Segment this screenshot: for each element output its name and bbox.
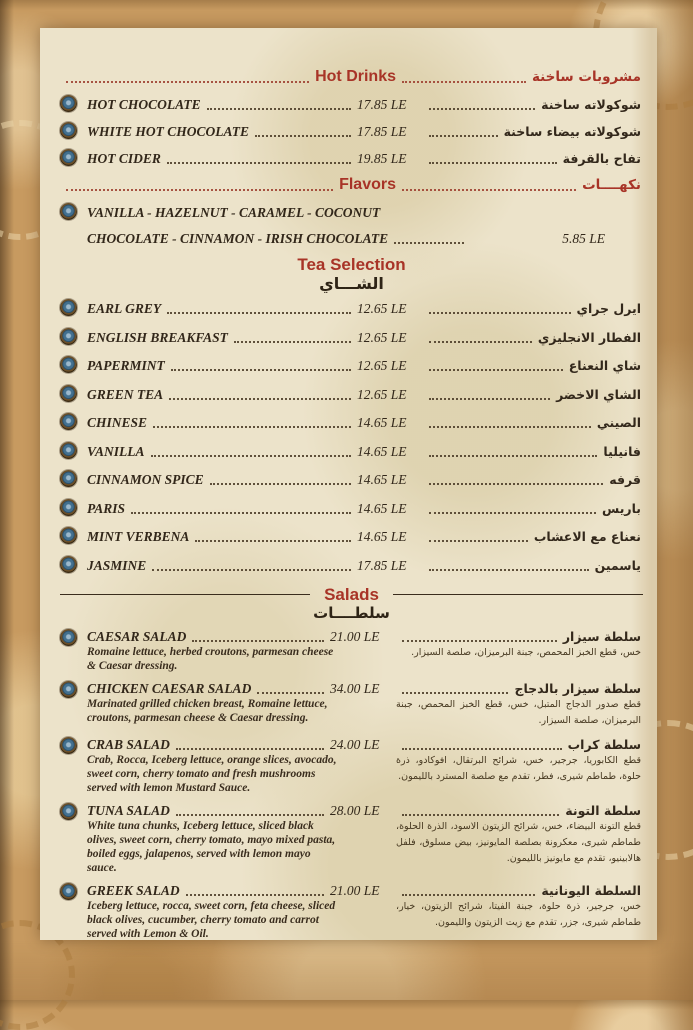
item-name-en: CHICKEN CAESAR SALAD [87, 680, 252, 696]
dotted-leader [234, 341, 351, 343]
flavors-title-en: Flavors [339, 176, 396, 193]
dotted-leader [176, 814, 324, 816]
divider-line [60, 594, 310, 595]
menu-item-row [60, 556, 643, 574]
menu-item-row [60, 149, 643, 167]
dotted-leader [429, 312, 571, 314]
item-name-en: HOT CIDER [87, 151, 161, 166]
dotted-leader [169, 398, 351, 400]
menu-item-row [60, 413, 643, 431]
brand-bullet-icon [60, 737, 77, 754]
brand-bullet-icon [60, 328, 77, 345]
salads-header [60, 586, 643, 604]
dotted-leader [171, 369, 351, 371]
hot-drinks-header [60, 68, 643, 86]
salad-item [60, 628, 643, 673]
brand-bullet-icon [60, 122, 77, 139]
item-price: 12.65 LE [357, 358, 407, 373]
brand-bullet-icon [60, 527, 77, 544]
dotted-leader [429, 108, 535, 110]
dotted-leader [429, 135, 498, 137]
flavors-title-ar: نكهــــات [582, 177, 641, 193]
tea-title-ar: الشـــاي [319, 274, 384, 293]
flavors-header [60, 176, 643, 194]
item-name-en: CHINESE [87, 415, 148, 430]
item-name-en: GREEK SALAD [87, 882, 180, 898]
salad-item [60, 802, 643, 875]
item-name-ar: ياسمين [594, 557, 641, 573]
dotted-leader [207, 108, 351, 110]
menu-item-row [60, 328, 643, 346]
item-name-ar: سلطة سيزار [562, 628, 641, 644]
tea-header [60, 256, 643, 293]
divider-line [393, 594, 643, 595]
item-price: 28.00 LE [330, 802, 380, 818]
item-description-en: Crab, Rocca, Iceberg lettuce, orange slices, avocado, sweet corn, cherry tomato and fresh mushrooms served with lemon Mustard Sauce. [87, 753, 337, 794]
item-name-en: PAPERMINT [87, 358, 165, 373]
dotted-leader [429, 540, 528, 542]
dotted-leader [153, 426, 351, 428]
item-price: 17.85 LE [357, 97, 407, 112]
item-price: 21.00 LE [330, 628, 380, 644]
dotted-leader [131, 512, 351, 514]
section-salads [60, 586, 643, 941]
brand-bullet-icon [60, 883, 77, 900]
salad-item [60, 680, 643, 729]
brand-bullet-icon [60, 681, 77, 698]
dotted-leader [402, 814, 559, 816]
menu-item-row [60, 95, 643, 113]
item-description-en: White tuna chunks, Iceberg lettuce, sliced black olives, sweet corn, cherry tomato, mayo mixed pasta, boiled eggs, jalapenos, served with lemon mayo sauce. [87, 819, 336, 874]
item-name-en: HOT CHOCOLATE [87, 97, 201, 112]
menu-item-row [60, 499, 643, 517]
item-name-ar: تفاح بالقرفة [562, 151, 641, 166]
dotted-leader [192, 640, 324, 642]
item-name-ar: الفطار الانجليزي [537, 329, 641, 345]
brand-bullet-icon [60, 413, 77, 430]
brand-bullet-icon [60, 356, 77, 373]
item-name-ar: سلطة كراب [567, 736, 641, 752]
dotted-leader [429, 512, 596, 514]
brand-bullet-icon [60, 499, 77, 516]
item-name-ar: فانيليا [603, 443, 641, 459]
brand-bullet-icon [60, 556, 77, 573]
item-description-ar: قطع التونة البيضاء، خس، شرائح الزيتون الاسود، الذرة الحلوة، طماطم شيرى، معكرونة بصلصة المايونيز، بيض مسلوق، فلفل هالابينيو، تقدم مع مايونيز بالليمون. [396, 820, 641, 864]
salads-title-en: Salads [324, 584, 379, 604]
dotted-leader [151, 455, 351, 457]
salads-title-ar: سلطــــات [313, 603, 390, 622]
item-name-ar: السلطة اليونانية [541, 882, 641, 898]
item-name-ar: الصيني [596, 415, 641, 430]
dotted-leader [402, 894, 535, 896]
item-name-en: EARL GREY [87, 301, 162, 316]
item-price: 14.65 LE [357, 443, 407, 459]
item-price: 21.00 LE [330, 882, 380, 898]
brand-bullet-icon [60, 803, 77, 820]
dotted-leader [66, 189, 333, 191]
dotted-leader [257, 692, 324, 694]
dotted-leader [429, 426, 591, 428]
item-description-ar: قطع صدور الدجاج المتبل، خس، قطع الخبز المحمص، جبنة البرميزان، صلصة السيزار. [396, 698, 641, 726]
brand-bullet-icon [60, 470, 77, 487]
brand-bullet-icon [60, 299, 77, 316]
brand-bullet-icon [60, 629, 77, 646]
item-price: 17.85 LE [357, 557, 407, 573]
dotted-leader [402, 189, 576, 191]
item-price: 19.85 LE [357, 151, 407, 166]
item-description-en: Iceberg lettuce, rocca, sweet corn, feta cheese, sliced black olives, cucumber, cherry tomato and carrot served with Lemon & Oil. [87, 899, 336, 940]
item-name-en: PARIS [87, 500, 126, 516]
item-name-ar: شاي النعناع [568, 358, 641, 373]
item-name-en: VANILLA [87, 443, 145, 459]
salad-item [60, 736, 643, 795]
dotted-leader [429, 455, 597, 457]
dotted-leader [255, 135, 351, 137]
dotted-leader [186, 894, 324, 896]
item-price: 17.85 LE [357, 124, 407, 139]
salad-item [60, 882, 643, 941]
menu-page [40, 28, 657, 940]
item-name-ar: شوكولاته بيضاء ساخنة [503, 124, 641, 139]
item-price: 14.65 LE [357, 415, 407, 430]
item-price: 12.65 LE [357, 329, 407, 345]
dotted-leader [167, 312, 351, 314]
item-name-en: CINNAMON SPICE [87, 472, 204, 487]
menu-item-row [60, 122, 643, 140]
item-name-ar: نعناع مع الاعشاب [533, 529, 641, 544]
item-name-ar: سلطة التونة [565, 802, 641, 818]
flavors-list-1: VANILLA - HAZELNUT - CARAMEL - COCONUT [87, 205, 381, 220]
hot-drinks-title-en: Hot Drinks [315, 68, 396, 85]
dotted-leader [402, 748, 562, 750]
menu-item-row [60, 442, 643, 460]
item-price: 12.65 LE [357, 301, 407, 316]
dotted-leader [429, 483, 603, 485]
item-name-en: ENGLISH BREAKFAST [87, 329, 228, 345]
dotted-leader [402, 640, 557, 642]
dotted-leader [429, 398, 550, 400]
brand-bullet-icon [60, 95, 77, 112]
item-name-en: CRAB SALAD [87, 736, 170, 752]
dotted-leader [210, 483, 351, 485]
dotted-leader [429, 341, 532, 343]
dotted-leader [167, 162, 351, 164]
item-price: 34.00 LE [330, 680, 380, 696]
menu-item-row [60, 299, 643, 317]
menu-item-row [60, 470, 643, 488]
item-name-ar: شوكولاته ساخنة [541, 97, 641, 112]
menu-item-row [60, 385, 643, 403]
item-name-en: MINT VERBENA [87, 529, 190, 544]
item-description-ar: خس، جرجير، ذرة حلوة، جبنة الفيتا، شرائح الزيتون، خيار، طماطم شيرى، جزر، تقدم مع زيت الزيتون والليمون. [396, 900, 641, 928]
menu-item-row [60, 356, 643, 374]
dotted-leader [402, 81, 526, 83]
item-name-ar: باريس [602, 500, 641, 516]
dotted-leader [402, 692, 508, 694]
item-name-en: JASMINE [87, 557, 147, 573]
dotted-leader [195, 540, 351, 542]
brand-bullet-icon [60, 149, 77, 166]
brand-bullet-icon [60, 442, 77, 459]
item-description-ar: قطع الكابوريا، جرجير، خس، شرائح البرتقال، افوكادو، ذرة حلوة، طماطم شيرى، فطر، تقدم مع صلصة المسترد بالليمون. [396, 754, 641, 782]
dotted-leader [66, 81, 309, 83]
section-tea [60, 256, 643, 574]
tea-title-en: Tea Selection [297, 255, 406, 274]
brand-bullet-icon [60, 203, 77, 220]
item-name-en: TUNA SALAD [87, 802, 170, 818]
item-name-en: CAESAR SALAD [87, 628, 187, 644]
item-name-ar: ايرل جراي [576, 301, 641, 316]
flavors-line-1 [60, 203, 643, 221]
item-name-en: GREEN TEA [87, 386, 164, 402]
dotted-leader [429, 162, 557, 164]
section-hot-drinks [60, 68, 643, 167]
item-description-en: Romaine lettuce, herbed croutons, parmesan cheese & Caesar dressing. [87, 645, 334, 672]
item-price: 14.65 LE [357, 472, 407, 487]
item-name-ar: الشاي الاخضر [556, 386, 641, 402]
dotted-leader [429, 369, 563, 371]
flavors-list-2: CHOCOLATE - CINNAMON - IRISH CHOCOLATE [87, 231, 389, 246]
menu-item-row [60, 527, 643, 545]
flavors-line-2 [60, 230, 643, 247]
item-price: 14.65 LE [357, 529, 407, 544]
dotted-leader [152, 569, 351, 571]
dotted-leader [176, 748, 324, 750]
dotted-leader [394, 242, 464, 244]
flavors-price: 5.85 LE [562, 231, 605, 246]
dotted-leader [429, 569, 589, 571]
item-name-ar: سلطة سيزار بالدجاج [514, 680, 641, 696]
item-price: 12.65 LE [357, 386, 407, 402]
hot-drinks-title-ar: مشروبات ساخنة [531, 69, 641, 85]
item-description-en: Marinated grilled chicken breast, Romaine lettuce, croutons, parmesan cheese & Caesar dressing. [87, 697, 328, 724]
section-flavors [60, 176, 643, 247]
brand-bullet-icon [60, 385, 77, 402]
item-price: 24.00 LE [330, 736, 380, 752]
item-name-en: WHITE HOT CHOCOLATE [87, 124, 250, 139]
item-price: 14.65 LE [357, 500, 407, 516]
item-description-ar: خس، قطع الخبز المحمص، جبنة البرميزان، صلصة السيزار. [411, 646, 641, 658]
item-name-ar: قرفه [609, 472, 641, 487]
